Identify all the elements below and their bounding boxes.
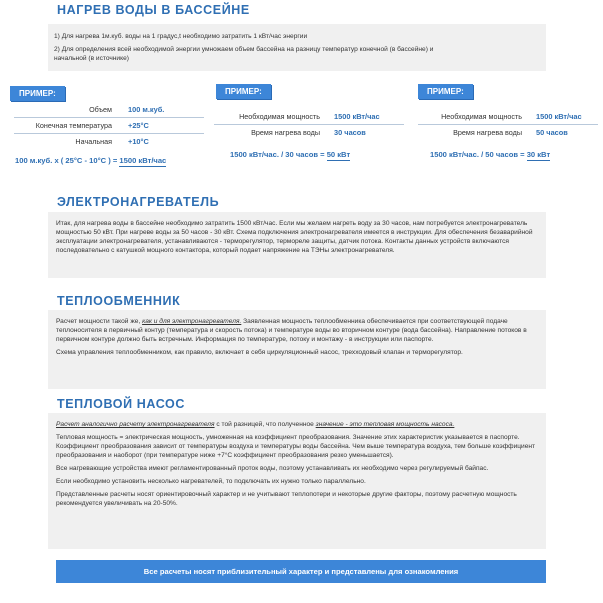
- section-pump-p5: Представленные расчеты носят ориентировочный характер и не учитывают теплопотери и некоторые другие факторы, поэтому расчетную мощность рекомендуется увеличивать на 20-50%.: [56, 491, 517, 507]
- example-2-value-time: 30 часов: [334, 128, 366, 137]
- section-exchanger-p1-emphasis: как и для электронагревателя.: [142, 318, 242, 325]
- example-3-formula-left: 1500 кВт/час. / 50 часов =: [430, 150, 525, 159]
- example-3-badge: ПРИМЕР:: [418, 84, 473, 99]
- example-1-label-final-temp: Конечная температура: [35, 121, 112, 130]
- section-heater-title: ЭЛЕКТРОНАГРЕВАТЕЛЬ: [57, 195, 220, 209]
- section-pump-p2: Тепловая мощность = электрическая мощность, умноженная на коэффициент преобразования. Значение этих характеристик указывается в паспорте. Коэффициент преобразования зависит от температуры воздуха и температуры воды бассейна. Чем выше температура воздуха, тем больше коэффициент преобразования и наоборот (при температуре ниже +7°С коэффициент преобразования резко уменьшается).: [56, 434, 536, 459]
- example-3-value-time: 50 часов: [536, 128, 568, 137]
- section-pump-title: ТЕПЛОВОЙ НАСОС: [57, 397, 185, 411]
- section-heater-panel: [48, 212, 546, 278]
- example-3-formula: [430, 150, 550, 159]
- intro-line-2: 2) Для определения всей необходимой энергии умножаем объем бассейна на разницу температур конечной (в бассейне) и начальной (в источнике): [54, 46, 434, 62]
- example-2-badge: ПРИМЕР:: [216, 84, 271, 99]
- example-2-label-time: Время нагрева воды: [251, 128, 320, 137]
- example-2-formula-left: 1500 кВт/час. / 30 часов =: [230, 150, 325, 159]
- example-1-divider: [14, 133, 204, 134]
- section-exchanger-panel: [48, 310, 546, 389]
- section-pump-p1: [56, 420, 538, 429]
- section-exchanger-p2: Схема управления теплообменником, как правило, включает в себя циркуляционный насос, трехходовый клапан и терморегулятор.: [56, 349, 463, 356]
- example-1-badge: ПРИМЕР:: [10, 86, 65, 101]
- intro-panel: [48, 24, 546, 71]
- page-title: НАГРЕВ ВОДЫ В БАССЕЙНЕ: [57, 3, 250, 17]
- example-3-divider: [418, 124, 598, 125]
- example-3-label-time: Время нагрева воды: [453, 128, 522, 137]
- example-2-formula-result: 50 кВт: [326, 150, 351, 159]
- example-1-formula: [15, 156, 166, 165]
- example-1-value-final-temp: +25°C: [128, 121, 149, 130]
- section-pump-p1-emphasis-2: значение - это тепловая мощность насоса.: [315, 421, 455, 428]
- example-1-value-initial: +10°C: [128, 137, 149, 146]
- example-3-value-power: 1500 кВт/час: [536, 112, 582, 121]
- example-3-label-power: Необходимая мощность: [441, 112, 522, 121]
- example-1-label-initial: Начальная: [75, 137, 112, 146]
- section-heater-text: Итак, для нагрева воды в бассейне необходимо затратить 1500 кВт/час. Если мы желаем нагреть воду за 30 часов, нам потребуется электронагреватель мощностью 50 кВт. При нагреве воды за 50 часов - 30 кВт. Схема подключения электронагревателя имеется в инструкции. Для обеспечения безаварийной эксплуатации электронагревателя, устанавливаются - терморегулятор, термореле защиты, датчик потока. Контакты данных устройств включаются последовательно с катушкой мощного контактора, который подает напряжение на ТЭНы электронагревателя.: [56, 220, 533, 254]
- example-1-label-volume: Объем: [89, 105, 112, 114]
- disclaimer-banner: Все расчеты носят приблизительный характер и представлены для ознакомления: [56, 560, 546, 583]
- example-1-divider: [14, 117, 204, 118]
- section-pump-p3: Все нагревающие устройства имеют регламентированный проток воды, поэтому устанавливать их необходимо через регулируемый байпас.: [56, 465, 489, 472]
- example-3-formula-result: 30 кВт: [526, 150, 551, 159]
- intro-line-1: 1) Для нагрева 1м.куб. воды на 1 градус,t необходимо затратить 1 кВт/час энергии: [54, 33, 308, 40]
- example-1-formula-result: 1500 кВт/час: [119, 156, 167, 165]
- section-exchanger-p1: [56, 317, 538, 344]
- example-2-value-power: 1500 кВт/час: [334, 112, 380, 121]
- section-pump-p4: Если необходимо установить несколько нагревателей, то подключать их нужно только параллельно.: [56, 478, 366, 485]
- example-2-label-power: Необходимая мощность: [239, 112, 320, 121]
- section-pump-p1-emphasis-1: Расчет аналогично расчету электронагревателя: [56, 421, 215, 428]
- example-1-value-volume: 100 м.куб.: [128, 105, 165, 114]
- section-exchanger-p1-rest: Заявленная мощность теплообменника обеспечивается при соответствующей подаче теплоносителя в первичный контур (температура и скорость потока) и температуре воды во вторичном контуре (вода бассейна). Направление потоков в первичном контуре должно быть встречным. Информация по температуре, потоку и монтажу - в инструкции или паспорте.: [56, 318, 527, 343]
- example-2-divider: [214, 124, 404, 125]
- example-1-formula-left: 100 м.куб. х ( 25°C - 10°C ) =: [15, 156, 118, 165]
- section-exchanger-p1-start: Расчет мощности такой же,: [56, 318, 141, 325]
- section-pump-panel: [48, 413, 546, 549]
- section-exchanger-title: ТЕПЛООБМЕННИК: [57, 294, 181, 308]
- section-pump-p1-middle: с той разницей, что полученное: [216, 421, 314, 428]
- example-2-formula: [230, 150, 350, 159]
